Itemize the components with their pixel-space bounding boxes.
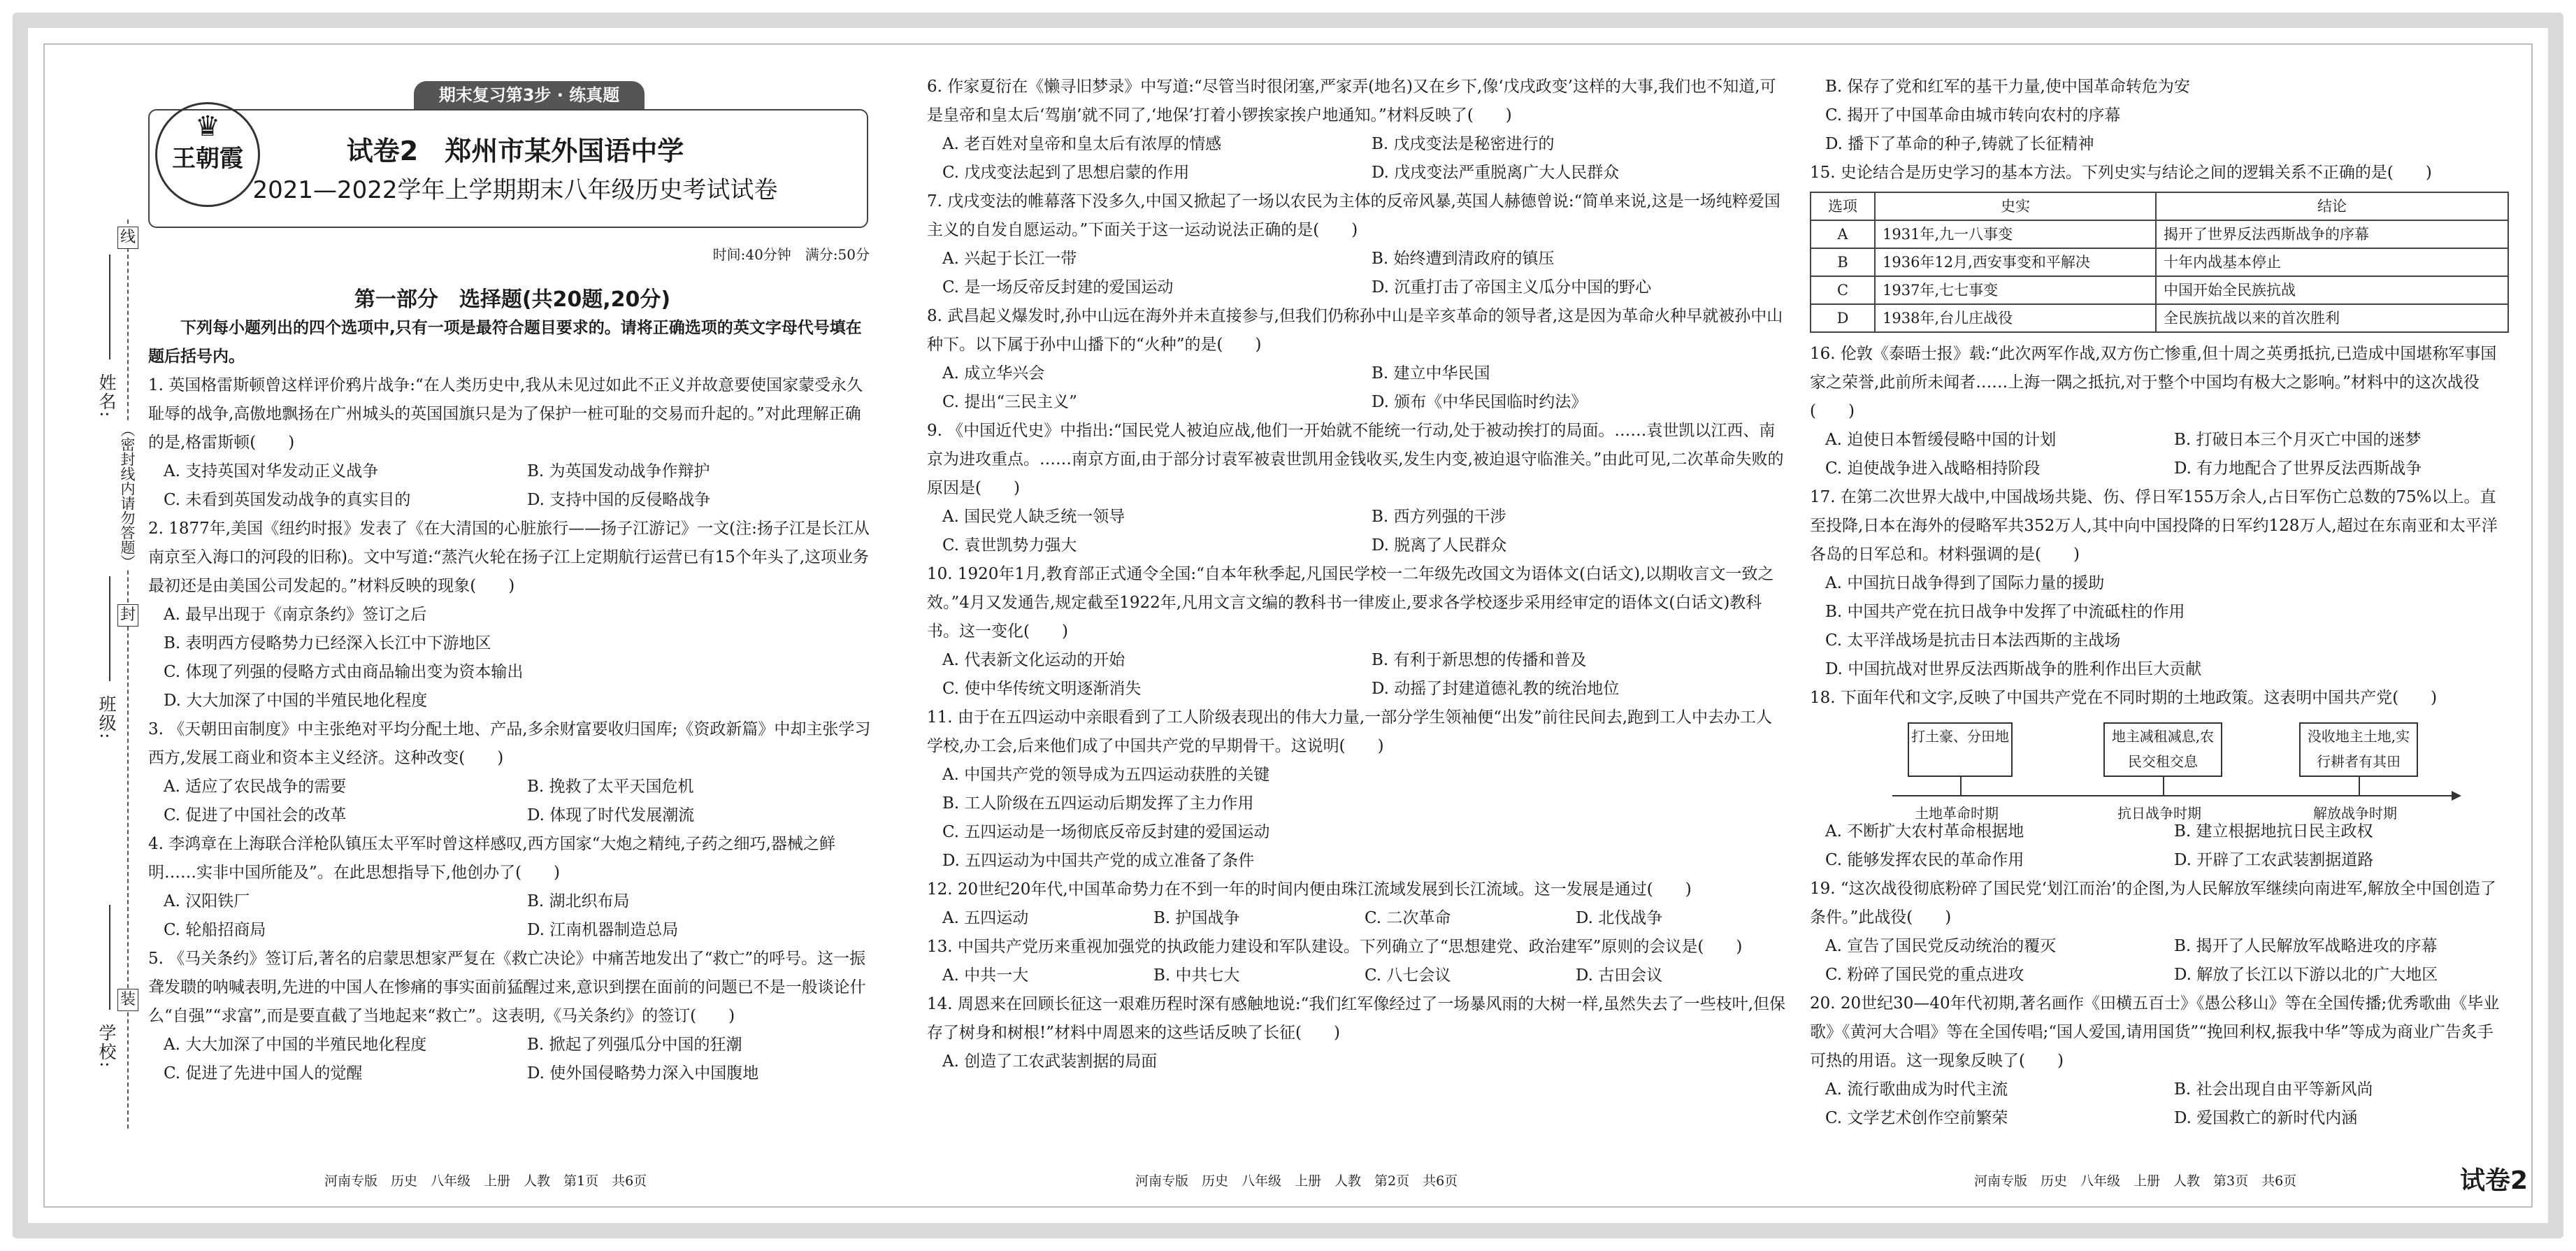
table-header: 选项 [1811,192,1875,220]
option-c[interactable]: C. 太平洋战场是抗击日本法西斯的主战场 [1825,631,2121,650]
question-stem: 16. 伦敦《泰晤士报》载:“此次两军作战,双方伤亡惨重,但十周之英勇抵抗,已造成中国堪称军事国家之荣誉,此前所未闻者……上海一隅之抵抗,对于整个中国均有极大之影响。”材料中的这次战役( ) [1810,345,2497,420]
option-b[interactable]: B. 揭开了人民解放军战略进攻的序幕 [2174,937,2438,955]
option-b[interactable]: B. 有利于新思想的传播和普及 [1372,651,1587,669]
period-label: 解放战争时期 [2313,805,2397,822]
option-d[interactable]: D. 爱国救亡的新时代内涵 [2174,1109,2358,1127]
option-c[interactable]: C. 能够发挥农民的革命作用 [1825,851,2024,869]
question-3 [148,715,877,830]
table-cell: C [1811,276,1875,304]
option-d[interactable]: D. 中国抗战对世界反法西斯战争的胜利作出巨大贡献 [1825,660,2202,678]
option-c[interactable]: C. 轮船招商局 [164,921,266,939]
table-cell: D [1811,304,1875,332]
bind-tag: 装 [117,989,138,1011]
option-c[interactable]: C. 迫使战争进入战略相持阶段 [1825,459,2041,478]
brand-logo-text: 王朝霞 [172,145,243,173]
table-header: 史实 [1875,192,2156,220]
option-b[interactable]: B. 打破日本三个月灭亡中国的迷梦 [2174,431,2422,449]
question-stem: 9. 《中国近代史》中指出:“国民党人被迫应战,他们一开始就不能统一行动,处于被动挨打的局面。……袁世凯以江西、南京为进攻重点。……南京方面,由于部分讨袁军被袁世凯用金钱收买,发生内变,被迫退守临淮关。”由此可见,二次革命失败的原因是( ) [927,422,1784,497]
table-header: 结论 [2156,192,2508,220]
question-1 [148,371,877,515]
option-b[interactable]: B. 始终遭到清政府的镇压 [1372,250,1555,268]
table-row [1811,276,2508,304]
crown-icon: ♛ [195,110,220,143]
table-cell: 1936年12月,西安事变和平解决 [1875,248,2156,276]
land-policy-diagram [1810,715,2509,822]
question-11 [927,703,1787,875]
name-field[interactable] [109,255,110,359]
option-d[interactable]: D. 大大加深了中国的半殖民地化程度 [164,692,428,710]
table-cell: 1931年,九一八事变 [1875,220,2156,248]
exam-subtitle: 2021—2022学年上学期期末八年级历史考试试卷 [252,176,778,204]
connector-line [1960,777,1962,795]
option-d[interactable]: D. 脱离了人民群众 [1372,536,1507,555]
exam-header [148,73,877,283]
question-2 [148,515,877,715]
question-stem: 13. 中国共产党历来重视加强党的执政能力建设和军队建设。下列确立了“思想建党、政治建军”原则的会议是( ) [927,938,1743,956]
page-footer: 河南专版 历史 八年级 上册 人教 第3页 共6页 [1974,1173,2297,1189]
option-a[interactable]: A. 兴起于长江一带 [942,250,1077,268]
option-b[interactable]: B. 护国战争 [1153,909,1240,927]
option-b[interactable]: B. 建立中华民国 [1372,364,1490,383]
option-c[interactable]: C. 袁世凯势力强大 [942,536,1077,555]
option-d[interactable]: D. 古田会议 [1576,966,1663,985]
option-c[interactable]: C. 文学艺术创作空前繁荣 [1825,1109,2008,1127]
option-d[interactable]: D. 使外国侵略势力深入中国腹地 [527,1064,759,1082]
question-stem: 10. 1920年1月,教育部正式通令全国:“自本年秋季起,凡国民学校一二年级先改国文为语体文(白话文),以期收言文一致之效。”4月又发通告,规定截至1922年,凡用文言文编的教科书一律废止,要求各学校逐步采用经审定的语体文(白话文)教科书。这一变化( ) [927,565,1774,641]
binding-strip [45,45,150,1206]
option-c[interactable]: C. 未看到英国发动战争的真实目的 [164,491,411,509]
question-17 [1810,483,2509,684]
table-cell: 中国开始全民族抗战 [2156,276,2508,304]
section-ribbon: 期末复习第3步 · 练真题 [414,81,645,109]
question-13 [927,933,1787,990]
school-field[interactable] [109,905,110,1010]
question-12 [927,875,1787,933]
question-9 [927,417,1787,560]
question-20 [1810,989,2509,1133]
connector-line [2163,777,2164,795]
option-a[interactable]: A. 宣告了国民党反动统治的覆灭 [1825,937,2057,955]
instruction: 下列每小题列出的四个选项中,只有一项是最符合题目要求的。请将正确选项的英文字母代号填在题后括号内。 [148,319,862,366]
question-stem: 12. 20世纪20年代,中国革命势力在不到一年的时间内便由珠江流域发展到长江流域。这一发展是通过( ) [927,880,1692,899]
period-label: 抗日战争时期 [2117,805,2201,822]
question-stem: 1. 英国格雷斯顿曾这样评价鸦片战争:“在人类历史中,我从未见过如此不正义并故意要使国家蒙受永久耻辱的战争,高傲地飘扬在广州城头的英国国旗只是为了保护一桩可耻的交易而升起的。”对此理解正确的是,格雷斯顿( ) [148,376,863,452]
table-header-row [1811,192,2508,220]
option-a[interactable]: A. 中国抗日战争得到了国际力量的援助 [1825,574,2105,592]
binding-note: （密封线内请勿答题） [119,422,136,569]
question-7 [927,187,1787,302]
question-10 [927,560,1787,703]
option-a[interactable]: A. 迫使日本暂缓侵略中国的计划 [1825,431,2057,449]
question-8 [927,302,1787,417]
option-b[interactable]: B. 西方列强的干涉 [1372,508,1506,526]
option-d[interactable]: D. 动摇了封建道德礼教的统治地位 [1372,680,1620,698]
option-c[interactable]: C. 粉碎了国民党的重点进攻 [1825,966,2024,984]
question-16 [1810,340,2509,483]
table-row [1811,220,2508,248]
option-a[interactable]: A. 支持英国对华发动正义战争 [164,462,379,480]
table-row [1811,248,2508,276]
question-14-continued [1810,73,2509,159]
question-stem: 17. 在第二次世界大战中,中国战场共毙、伤、俘日军155万余人,占日军伤亡总数的75%以上。直至投降,日本在海外的侵略军共352万人,其中向中国投降的日军约128万人,超过在东南亚和太平洋各岛的日军总和。材料强调的是( ) [1810,488,2498,564]
option-c[interactable]: C. 是一场反帝反封建的爱国运动 [942,278,1174,296]
option-b[interactable]: B. 表明西方侵略势力已经深入长江中下游地区 [164,634,491,652]
option-a[interactable]: A. 老百姓对皇帝和皇太后有浓厚的情感 [942,135,1222,153]
option-a[interactable]: A. 成立华兴会 [942,364,1045,383]
table-cell: 揭开了世界反法西斯战争的序幕 [2156,220,2508,248]
option-d[interactable]: D. 有力地配合了世界反法西斯战争 [2174,459,2422,478]
table-cell: 全民族抗战以来的首次胜利 [2156,304,2508,332]
option-a[interactable]: A. 适应了农民战争的需要 [164,778,347,796]
question-stem: 3. 《天朝田亩制度》中主张绝对平均分配土地、产品,多余财富要收归国库;《资政新篇》中却主张学习西方,发展工商业和资本主义经济。这种改变( ) [148,720,871,767]
option-a[interactable]: A. 五四运动 [942,909,1029,927]
option-d[interactable]: D. 体现了时代发展潮流 [527,806,695,824]
question-stem: 20. 20世纪30—40年代初期,著名画作《田横五百士》《愚公移山》等在全国传播;优秀歌曲《毕业歌》《黄河大合唱》等在全国传唱;“国人爱国,请用国货”“挽回利权,振我中华”等成为商业广告炙手可热的用语。这一现象反映了( ) [1810,994,2500,1070]
policy-box: 地主减租减息,农民交租交息 [2103,722,2222,777]
seal-tag: 封 [117,604,138,627]
question-stem: 5. 《马关条约》签订后,著名的启蒙思想家严复在《救亡决论》中痛苦地发出了“救亡”的呼号。这一振聋发聩的呐喊表明,先进的中国人在惨痛的事实面前猛醒过来,意识到摆在面前的问题已不是一般谈论什么“自强”“求富”,而是要直截了当地起来“救亡”。这表明,《马关条约》的签订( ) [148,950,866,1025]
question-stem: 4. 李鸿章在上海联合洋枪队镇压太平军时曾这样感叹,西方国家“大炮之精纯,子药之细巧,器械之鲜明……实非中国所能及”。在此思想指导下,他创办了( ) [148,835,835,882]
question-15 [1810,159,2509,333]
option-d[interactable]: D. 支持中国的反侵略战争 [527,491,711,509]
connector-line [2359,777,2360,795]
option-c[interactable]: C. 八七会议 [1365,966,1451,985]
option-d[interactable]: D. 五四运动为中国共产党的成立准备了条件 [942,852,1255,870]
question-stem: 19. “这次战役彻底粉碎了国民党‘划江而治’的企图,为人民解放军继续向南进军,解放全中国创造了条件。”此战役( ) [1810,880,2496,927]
paper-label: 试卷2 [2460,1166,2528,1195]
option-b[interactable]: B. 中国共产党在抗日战争中发挥了中流砥柱的作用 [1825,603,2185,621]
question-14 [927,990,1787,1076]
question-19 [1810,875,2509,989]
exam-sheet [45,45,2531,1206]
option-b[interactable]: B. 为英国发动战争作辩护 [527,462,710,480]
table-cell: 十年内战基本停止 [2156,248,2508,276]
option-d[interactable]: D. 北伐战争 [1576,909,1663,927]
option-d[interactable]: D. 戊戌变法严重脱离广大人民群众 [1372,164,1620,182]
option-a[interactable]: A. 中共一大 [942,966,1029,985]
table-row [1811,304,2508,332]
line-tag: 线 [117,227,138,249]
name-label: 姓名: [96,373,117,419]
option-c[interactable]: C. 戊戌变法起到了思想启蒙的作用 [942,164,1190,182]
option-b[interactable]: B. 建立根据地抗日民主政权 [2174,822,2373,841]
class-label: 班级: [96,695,117,741]
time-info: 时间:40分钟 满分:50分 [712,246,870,263]
question-6 [927,73,1787,187]
option-a[interactable]: A. 创造了工农武装割据的局面 [942,1052,1158,1071]
option-c[interactable]: C. 二次革命 [1365,909,1451,927]
option-c[interactable]: C. 使中华传统文明逐渐消失 [942,680,1142,698]
table-cell: 1937年,七七事变 [1875,276,2156,304]
question-stem: 11. 由于在五四运动中亲眼看到了工人阶级表现出的伟大力量,一部分学生领袖便“出发”前往民间去,跑到工人中去办工人学校,办工会,后来他们成了中国共产党的早期骨干。这说明( ) [927,708,1773,755]
school-label: 学校: [96,1024,117,1069]
option-a[interactable]: A. 中国共产党的领导成为五四运动获胜的关键 [942,766,1270,784]
option-a[interactable]: A. 流行歌曲成为时代主流 [1825,1080,2008,1099]
option-a[interactable]: A. 不断扩大农村革命根据地 [1825,822,2024,841]
part-title: 第一部分 选择题(共20题,20分) [354,287,671,312]
option-d[interactable]: D. 江南机器制造总局 [527,921,679,939]
option-b[interactable]: B. 挽救了太平天国危机 [527,778,694,796]
option-d[interactable]: D. 解放了长江以下游以北的广大地区 [2174,966,2438,984]
option-a[interactable]: A. 代表新文化运动的开始 [942,651,1125,669]
option-c[interactable]: C. 五四运动是一场彻底反帝反封建的爱国运动 [942,823,1270,841]
question-stem: 18. 下面年代和文字,反映了中国共产党在不同时期的土地政策。这表明中国共产党( ) [1810,689,2438,707]
option-b[interactable]: B. 保存了党和红军的基干力量,使中国革命转危为安 [1825,78,2190,96]
option-b[interactable]: B. 掀起了列强瓜分中国的狂潮 [527,1036,742,1054]
option-c[interactable]: C. 提出“三民主义” [942,393,1077,411]
column-2 [927,73,1787,1076]
option-a[interactable]: A. 国民党人缺乏统一领导 [942,508,1125,526]
class-field[interactable] [109,576,110,681]
option-b[interactable]: B. 工人阶级在五四运动后期发挥了主力作用 [942,794,1254,813]
timeline-arrow [1892,795,2452,796]
option-c[interactable]: C. 揭开了中国革命由城市转向农村的序幕 [1825,106,2121,124]
option-c[interactable]: C. 促进了中国社会的改革 [164,806,347,824]
exam-title: 试卷2 郑州市某外国语中学 [346,136,684,166]
option-c[interactable]: C. 促进了先进中国人的觉醒 [164,1064,363,1082]
option-a[interactable]: A. 最早出现于《南京条约》签订之后 [164,606,427,624]
option-d[interactable]: D. 播下了革命的种子,铸就了长征精神 [1825,135,2094,153]
question-stem: 8. 武昌起义爆发时,孙中山远在海外并未直接参与,但我们仍称孙中山是辛亥革命的领导者,这是因为革命火种早就被孙中山种下。以下属于孙中山播下的“火种”的是( ) [927,307,1783,354]
fact-conclusion-table [1810,192,2509,333]
question-5 [148,945,877,1088]
option-b[interactable]: B. 社会出现自由平等新风尚 [2174,1080,2373,1099]
period-label: 土地革命时期 [1915,805,1999,822]
option-b[interactable]: B. 湖北织布局 [527,892,630,910]
question-4 [148,830,877,945]
table-cell: B [1811,248,1875,276]
option-b[interactable]: B. 戊戌变法是秘密进行的 [1372,135,1555,153]
option-c[interactable]: C. 体现了列强的侵略方式由商品输出变为资本输出 [164,663,524,681]
page-footer: 河南专版 历史 八年级 上册 人教 第1页 共6页 [324,1173,647,1189]
question-stem: 14. 周恩来在回顾长征这一艰难历程时深有感触地说:“我们红军像经过了一场暴风雨的大树一样,虽然失去了一些枝叶,但保存了树身和树根!”材料中周恩来的这些话反映了长征( ) [927,995,1786,1042]
question-stem: 15. 史论结合是历史学习的基本方法。下列史实与结论之间的逻辑关系不正确的是( ) [1810,164,2432,182]
table-cell: 1938年,台儿庄战役 [1875,304,2156,332]
policy-box: 打土豪、分田地 [1908,722,2013,777]
column-3 [1810,73,2509,1133]
option-a[interactable]: A. 大大加深了中国的半殖民地化程度 [164,1036,427,1054]
policy-box: 没收地主土地,实行耕者有其田 [2299,722,2418,777]
question-stem: 7. 戊戌变法的帷幕落下没多久,中国又掀起了一场以农民为主体的反帝风暴,英国人赫德曾说:“简单来说,这是一场纯粹爱国主义的自发自愿运动。”下面关于这一运动说法正确的是( ) [927,192,1780,239]
option-d[interactable]: D. 沉重打击了帝国主义瓜分中国的野心 [1372,278,1652,296]
question-18 [1810,684,2509,875]
option-b[interactable]: B. 中共七大 [1153,966,1240,985]
table-cell: A [1811,220,1875,248]
question-stem: 6. 作家夏衍在《懒寻旧梦录》中写道:“尽管当时很闭塞,严家弄(地名)又在乡下,像‘戊戌政变’这样的大事,我们也不知道,可是皇帝和皇太后‘驾崩’就不同了,‘地保’打着小锣挨家挨户地通知。”材料反映了( ) [927,78,1776,124]
column-1 [148,73,877,1088]
page-footer: 河南专版 历史 八年级 上册 人教 第2页 共6页 [1135,1173,1458,1189]
question-stem: 2. 1877年,美国《纽约时报》发表了《在大清国的心脏旅行——扬子江游记》一文(注:扬子江是长江从南京至入海口的河段的旧称)。文中写道:“蒸汽火轮在扬子江上定期航行运营已有15个年头了,这项业务最初还是由美国公司发起的。”材料反映的现象( ) [148,520,870,595]
option-d[interactable]: D. 开辟了工农武装割据道路 [2174,851,2374,869]
option-a[interactable]: A. 汉阳铁厂 [164,892,250,910]
option-d[interactable]: D. 颁布《中华民国临时约法》 [1372,393,1588,411]
